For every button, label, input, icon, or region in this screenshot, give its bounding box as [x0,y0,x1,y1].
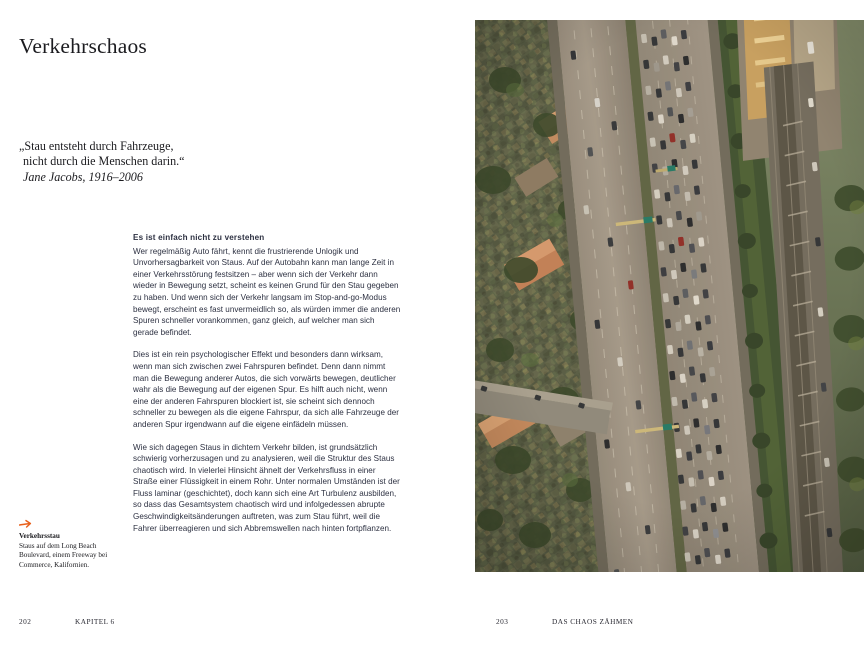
pull-quote-attribution: Jane Jacobs, 1916–2006 [23,169,143,184]
body-paragraph-1: Wer regelmäßig Auto fährt, kennt die frustrierende Unlogik und Unvorhersagbarkeit von Staus. Auf der Autobahn kann man lange Zeit in einer Verkehrsstörung festsitzen – aber wenn sich der Verkehr dann wieder in Bewegung setzt, scheint es keinen Grund für den Stau gegeben zu haben. Und wenn sich der Verkehr langsam im Stop-and-go-Modus bewegt, erscheint es fast unvermeidlich so, als würden immer die anderen Spuren schneller vorankommen, ganz gleich, auf welcher man sich gerade befindet. [133,246,401,337]
page-title: Verkehrschaos [19,34,147,58]
body-heading: Es ist einfach nicht zu verstehen [133,233,265,242]
pull-quote [19,139,249,185]
page-number-right: 203 [496,617,509,626]
body-paragraph-2: Dies ist ein rein psychologischer Effekt und besonders dann wirksam, wenn man sich zwischen zwei Fahrspuren befindet. Denn dann nimmt man die Bewegung anderer Autos, die sich vorwärts bewegen, deutlicher wahr als die Bewegung auf der eigenen Spur. Es hilft auch nicht, wenn eine der anderen Fahrspuren blockiert ist, sie scheint sich dennoch schneller zu bewegen als die eigene Fahrspur, da sich alle Fahrzeuge der anderen Spur irgendwann auf die eigene einfädeln müssen. [133,350,399,429]
running-head-right: DAS CHAOS ZÄHMEN [552,617,634,626]
caption-text: Staus auf dem Long Beach Boulevard, einem Freeway bei Commerce, Kalifornien. [19,541,108,569]
body-paragraph-3: Wie sich dagegen Staus in dichtem Verkehr bilden, ist grundsätzlich schwierig vorherzusagen und zu analysieren, weil die Struktur des Staus chaotisch wird. In vielerlei Hinsicht ähnelt der Verkehrsfluss in einer Straße einer Flüssigkeit in einem Rohr. Unter normalen Umständen ist der Fluss laminar (geschichtet), doch kann sich eine Art Turbulenz ausbilden, so dass das Gesamtsystem chaotisch wird und infolgedessen abrupte Geschwindigkeitsänderungen auftreten, was zum Stau führt, weil die Fahrer überreagieren und sich Abbremswellen nach hinten fortpflanzen. [133,442,400,533]
page-number-left: 202 [19,617,32,626]
aerial-freeway-traffic-photo [475,20,864,572]
pull-quote-line-1: „Stau entsteht durch Fahrzeuge, [19,139,174,153]
aerial-photo-artwork [475,20,864,572]
pull-quote-line-2: nicht durch die Menschen darin.“ [23,154,185,169]
caption-title: Verkehrsstau [19,532,60,540]
footer-left [19,617,115,626]
right-page [432,0,864,648]
arrow-right-icon [19,519,32,530]
footer-right [496,617,633,626]
figure-caption [19,519,127,570]
body-text-column [133,232,401,534]
running-head-left: KAPITEL 6 [75,617,115,626]
